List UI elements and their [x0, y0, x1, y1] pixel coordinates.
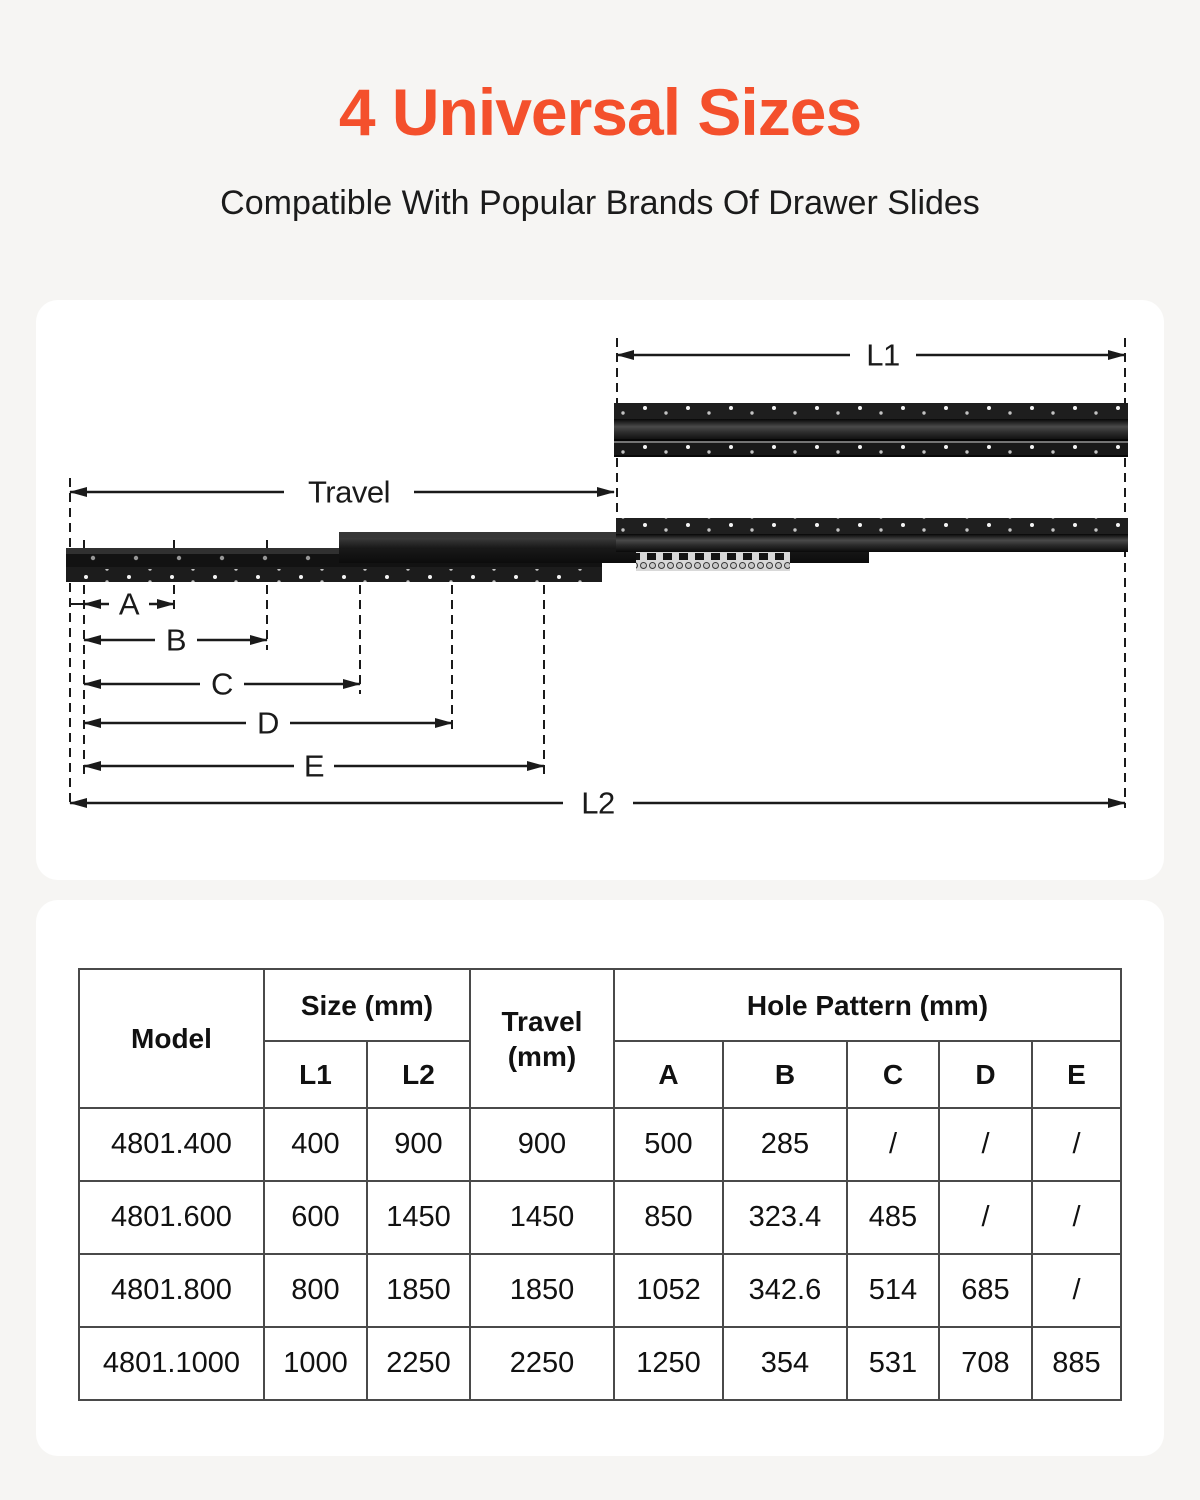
l1-rail-illustration	[614, 403, 1128, 457]
page-subtitle: Compatible With Popular Brands Of Drawer Slides	[220, 184, 980, 222]
cell-d: /	[939, 1181, 1032, 1254]
cell-b: 342.6	[723, 1254, 847, 1327]
col-header-hole-pattern: Hole Pattern (mm)	[614, 969, 1121, 1041]
b-dimension-label: B	[165, 622, 187, 658]
col-header-model: Model	[79, 969, 264, 1108]
cell-a: 500	[614, 1108, 723, 1181]
cell-c: 485	[847, 1181, 939, 1254]
l1-dimension	[617, 335, 1125, 375]
table-row	[79, 1327, 1121, 1400]
c-dimension-label: C	[211, 666, 233, 702]
e-dimension-label: E	[303, 748, 325, 784]
cell-model: 4801.600	[79, 1181, 264, 1254]
l2-dimension	[70, 783, 1125, 823]
cell-c: /	[847, 1108, 939, 1181]
a-dimension-label: A	[118, 586, 140, 622]
cell-travel: 1850	[470, 1254, 614, 1327]
col-header-c: C	[847, 1041, 939, 1108]
cell-d: 708	[939, 1327, 1032, 1400]
cell-c: 514	[847, 1254, 939, 1327]
cell-a: 1052	[614, 1254, 723, 1327]
travel-dimension-label: Travel	[308, 474, 390, 510]
col-header-d: D	[939, 1041, 1032, 1108]
ball-bearing-strip	[636, 552, 790, 571]
extended-slide-illustration	[66, 518, 1128, 582]
l2-dimension-label: L2	[581, 785, 615, 821]
page-title: 4 Universal Sizes	[338, 75, 862, 149]
cell-l1: 400	[264, 1108, 367, 1181]
d-dimension	[84, 703, 452, 743]
cell-l1: 1000	[264, 1327, 367, 1400]
cell-l2: 2250	[367, 1327, 470, 1400]
cell-e: /	[1032, 1108, 1121, 1181]
cell-model: 4801.400	[79, 1108, 264, 1181]
cell-d: 685	[939, 1254, 1032, 1327]
cell-l1: 600	[264, 1181, 367, 1254]
cell-travel: 900	[470, 1108, 614, 1181]
diagram-card	[36, 300, 1164, 880]
cell-l2: 1450	[367, 1181, 470, 1254]
cell-a: 850	[614, 1181, 723, 1254]
cell-b: 354	[723, 1327, 847, 1400]
spec-table-card	[36, 900, 1164, 1456]
page-header	[0, 0, 1200, 223]
cell-travel: 2250	[470, 1327, 614, 1400]
c-dimension	[84, 664, 360, 704]
cell-e: /	[1032, 1254, 1121, 1327]
col-header-size: Size (mm)	[264, 969, 470, 1041]
col-header-l1: L1	[264, 1041, 367, 1108]
cell-b: 323.4	[723, 1181, 847, 1254]
drawer-slide-dimension-diagram	[36, 300, 1164, 880]
table-row	[79, 1181, 1121, 1254]
cell-l2: 1850	[367, 1254, 470, 1327]
a-dimension	[70, 584, 174, 624]
b-dimension	[84, 620, 267, 660]
inner-rail	[616, 518, 1128, 552]
col-header-a: A	[614, 1041, 723, 1108]
e-dimension	[84, 746, 544, 786]
cell-l2: 900	[367, 1108, 470, 1181]
table-row	[79, 1108, 1121, 1181]
cell-model: 4801.1000	[79, 1327, 264, 1400]
cell-c: 531	[847, 1327, 939, 1400]
spec-table	[78, 968, 1122, 1401]
col-header-travel: Travel (mm)	[470, 969, 614, 1108]
cell-travel: 1450	[470, 1181, 614, 1254]
col-header-e: E	[1032, 1041, 1121, 1108]
cell-d: /	[939, 1108, 1032, 1181]
travel-dimension	[70, 472, 614, 512]
d-dimension-label: D	[257, 705, 279, 741]
cell-b: 285	[723, 1108, 847, 1181]
col-header-b: B	[723, 1041, 847, 1108]
table-row	[79, 1254, 1121, 1327]
cell-e: 885	[1032, 1327, 1121, 1400]
cell-l1: 800	[264, 1254, 367, 1327]
cell-model: 4801.800	[79, 1254, 264, 1327]
l1-dimension-label: L1	[866, 337, 900, 373]
col-header-l2: L2	[367, 1041, 470, 1108]
cell-e: /	[1032, 1181, 1121, 1254]
cell-a: 1250	[614, 1327, 723, 1400]
